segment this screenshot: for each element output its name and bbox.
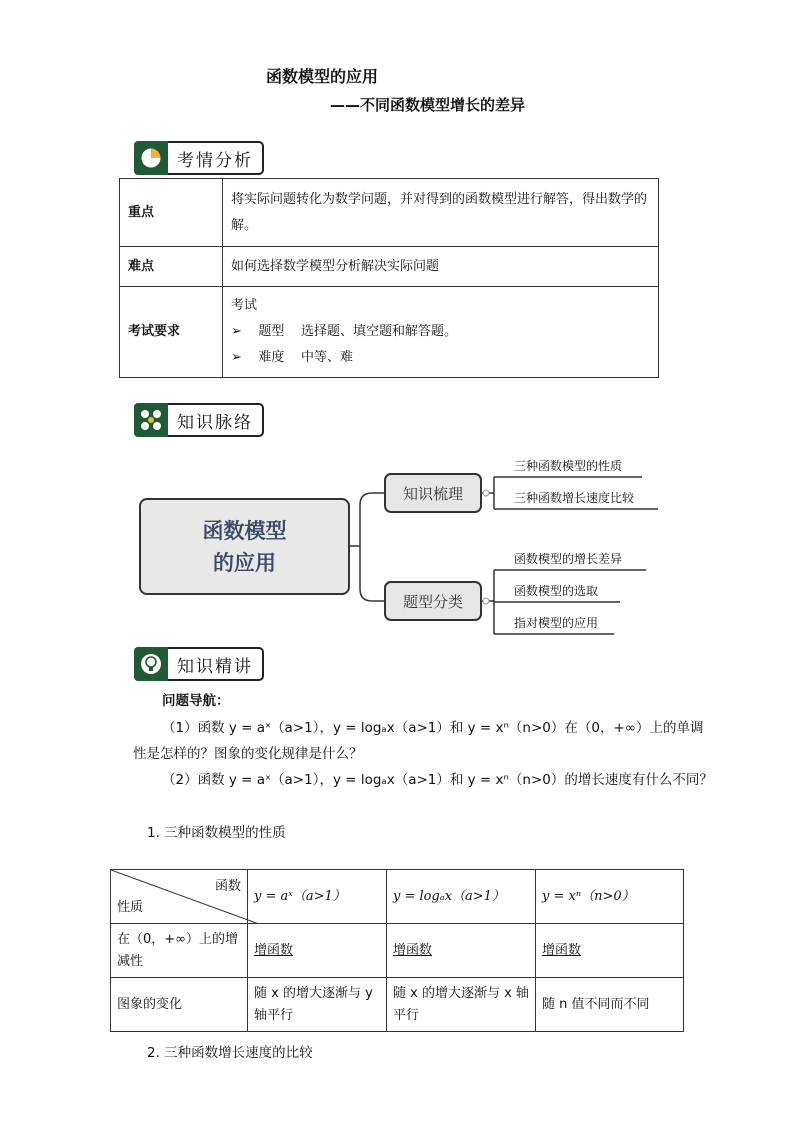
exam-line: ➢ 题型 选择题、填空题和解答题。 [231,324,457,339]
cell-value: 增函数 [393,942,433,958]
row-value: 如何选择数学模型分析解决实际问题 [223,247,659,287]
row-key: 考试要求 [120,287,223,378]
col-header: y = logₐx（a>1） [387,870,536,924]
guide-heading: 问题导航： [162,693,230,709]
properties-table [110,869,684,1032]
mindmap-branch-summary: 知识梳理 [384,473,482,513]
mindmap-leaf: 函数模型的选取 [514,584,599,598]
page-title: 函数模型的应用 [266,67,379,86]
corner-top-label: 函数 [214,879,241,894]
row-label: 在（0，+∞）上的增减性 [111,924,248,978]
page-subtitle: ——不同函数模型增长的差异 [330,96,526,114]
row-label: 图象的变化 [111,978,248,1032]
question-2: （2）函数 y = aˣ（a>1），y = logₐx（a>1）和 y = xⁿ（n>0）的增长速度有什么不同？ [162,772,713,788]
center-line: 函数模型 [202,518,287,543]
diagonal-header-cell [111,870,248,924]
item-heading-2: 2. 三种函数增长速度的比较 [147,1045,313,1061]
section-header-explain [134,647,264,681]
corner-bottom-label: 性质 [117,900,144,915]
table-header-row [111,870,684,924]
mindmap-leaf: 三种函数增长速度比较 [514,491,635,505]
section-title: 考情分析 [177,150,253,171]
center-line: 的应用 [213,550,276,575]
row-key: 难点 [120,247,223,287]
mindmap-leaf: 指对模型的应用 [514,616,599,630]
section-title: 知识脉络 [177,412,253,433]
mindmap-leaf: 函数模型的增长差异 [514,552,623,566]
col-header: y = aˣ（a>1） [248,870,387,924]
section-title: 知识精讲 [177,656,253,677]
cell-value: 随 x 的增大逐渐与 x 轴平行 [387,978,536,1032]
question-1-line-1: （1）函数 y = aˣ（a>1），y = logₐx（a>1）和 y = xⁿ（n>0）在（0，+∞）上的单调 [162,720,704,736]
exam-line: ➢ 难度 中等、难 [231,350,353,365]
mindmap-branch-types: 题型分类 [384,581,482,621]
lightbulb-icon [134,647,168,681]
row-key: 重点 [120,179,223,247]
cell-value: 随 x 的增大逐渐与 y 轴平行 [248,978,387,1032]
table-row [111,924,684,978]
question-1-line-2: 性是怎样的？图象的变化规律是什么？ [133,746,363,762]
item-heading-1: 1. 三种函数模型的性质 [147,825,286,841]
col-header: y = xⁿ（n>0） [536,870,684,924]
mindmap-leaf: 三种函数模型的性质 [514,459,623,473]
exam-line: 考试 [231,298,258,313]
mindmap-center-node [139,498,350,595]
table-row [111,978,684,1032]
cell-value: 增函数 [542,942,582,958]
cell-value: 增函数 [254,942,294,958]
row-value: 将实际问题转化为数学问题，并对得到的函数模型进行解答，得出数学的解。 [223,179,659,247]
cell-value: 随 n 值不同而不同 [536,978,684,1032]
